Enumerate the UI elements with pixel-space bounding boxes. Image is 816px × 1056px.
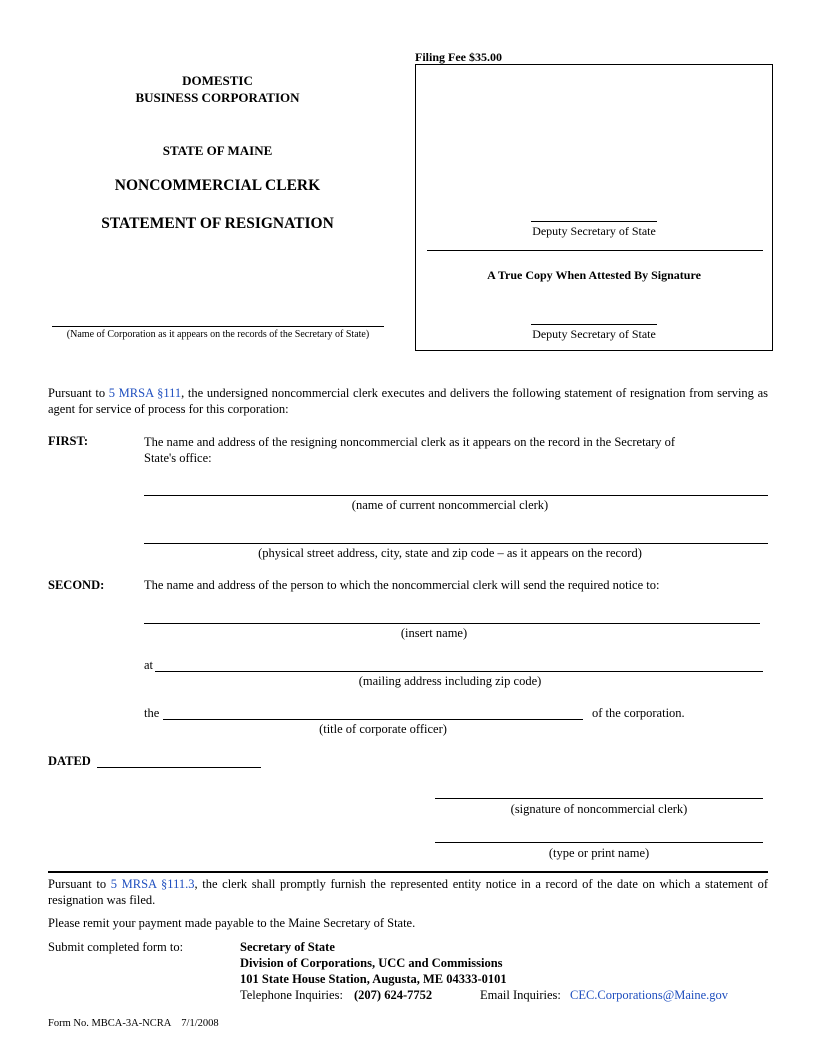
email-label: Email Inquiries: <box>480 988 561 1002</box>
clerk-name-caption: (name of current noncommercial clerk) <box>351 498 549 512</box>
intro-paragraph <box>48 385 768 417</box>
header-line2: BUSINESS CORPORATION <box>135 90 300 105</box>
clerk-name-line[interactable] <box>144 495 768 496</box>
address-line-1: Secretary of State <box>240 940 335 954</box>
print-name-caption: (type or print name) <box>548 846 650 860</box>
second-label: SECOND: <box>48 578 105 592</box>
box-divider <box>427 250 763 251</box>
corporation-name-line[interactable] <box>52 326 384 327</box>
phone-label: Telephone Inquiries: <box>240 988 343 1002</box>
at-label: at <box>144 658 154 672</box>
address-line-3: 101 State House Station, Augusta, ME 04333-0101 <box>240 972 507 986</box>
header-line1: DOMESTIC <box>182 73 253 88</box>
deputy-signature-line-2 <box>531 324 657 325</box>
filing-fee: Filing Fee $35.00 <box>415 50 502 64</box>
phone-number: (207) 624-7752 <box>354 988 433 1002</box>
state-heading: STATE OF MAINE <box>162 143 273 158</box>
intro-pre: Pursuant to <box>48 386 106 400</box>
mrsa-111-link[interactable]: 5 MRSA §111 <box>108 386 182 400</box>
address-line-2: Division of Corporations, UCC and Commissions <box>240 956 503 970</box>
filing-stamp-box <box>415 64 773 351</box>
dated-line[interactable] <box>97 767 261 768</box>
signature-caption: (signature of noncommercial clerk) <box>510 802 688 816</box>
deputy-caption-2: Deputy Secretary of State <box>532 327 656 341</box>
deputy-caption-1: Deputy Secretary of State <box>532 224 656 238</box>
clerk-address-caption: (physical street address, city, state and zip code – as it appears on the record) <box>258 546 642 560</box>
submit-label: Submit completed form to: <box>48 940 184 954</box>
officer-title-caption: (title of corporate officer) <box>319 722 447 736</box>
notice-name-caption: (insert name) <box>400 626 468 640</box>
form-title-2: STATEMENT OF RESIGNATION <box>101 215 334 232</box>
mailing-address-caption: (mailing address including zip code) <box>358 674 542 688</box>
corporation-name-caption: (Name of Corporation as it appears on the records of the Secretary of State) <box>66 329 370 340</box>
of-corporation-text: of the corporation. <box>592 706 685 720</box>
deputy-signature-line-1 <box>531 221 657 222</box>
officer-title-line[interactable] <box>163 719 583 720</box>
dated-label: DATED <box>48 754 91 768</box>
footer-divider <box>48 871 768 873</box>
email-link[interactable]: CEC.Corporations@Maine.gov <box>570 988 729 1002</box>
footer-pre: Pursuant to <box>48 877 107 891</box>
signature-line[interactable] <box>435 798 763 799</box>
intro-post: , the undersigned noncommercial clerk executes and delivers the following statement of resignation from serving as agent for service of process for this corporation: <box>48 386 768 416</box>
form-number: Form No. MBCA-3A-NCRA 7/1/2008 <box>48 1018 219 1029</box>
footer-paragraph <box>48 876 768 908</box>
footer-post: , the clerk shall promptly furnish the represented entity notice in a record of the date on which a statement of resignation was filed. <box>48 877 768 907</box>
print-name-line[interactable] <box>435 842 763 843</box>
true-copy-text: A True Copy When Attested By Signature <box>487 268 701 282</box>
first-text: The name and address of the resigning noncommercial clerk as it appears on the record in the Secretary of State's office: <box>144 435 676 465</box>
notice-name-line[interactable] <box>144 623 760 624</box>
first-label: FIRST: <box>48 434 89 448</box>
form-title-1: NONCOMMERCIAL CLERK <box>114 177 321 194</box>
remit-text: Please remit your payment made payable to the Maine Secretary of State. <box>48 916 416 930</box>
the-label: the <box>144 706 160 720</box>
clerk-address-line[interactable] <box>144 543 768 544</box>
mailing-address-line[interactable] <box>155 671 763 672</box>
mrsa-111-3-link[interactable]: 5 MRSA §111.3 <box>110 877 195 891</box>
second-text: The name and address of the person to which the noncommercial clerk will send the required notice to: <box>144 578 660 592</box>
